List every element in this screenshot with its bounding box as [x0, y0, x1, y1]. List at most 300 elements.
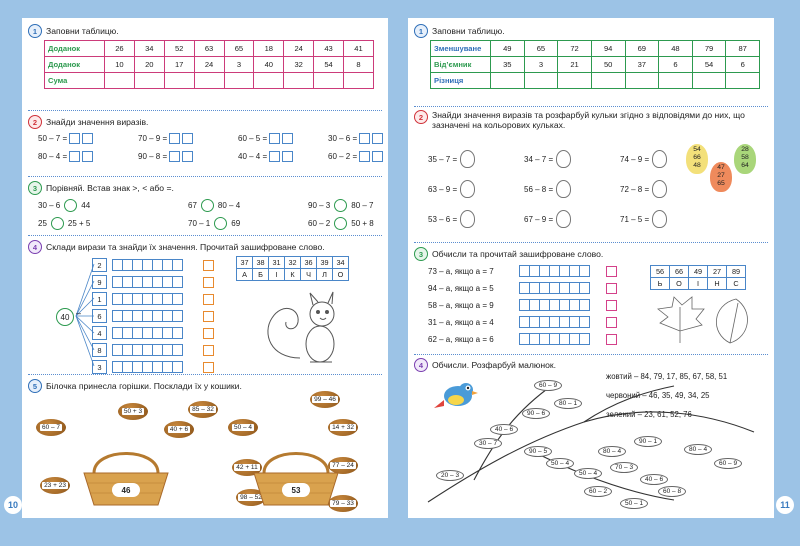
nut-expression: 79 – 33 [332, 500, 354, 507]
answer-cells[interactable] [113, 344, 183, 356]
code-letter: А [237, 269, 253, 281]
nut[interactable] [40, 477, 70, 494]
expression [328, 133, 383, 144]
answer-balloon[interactable] [460, 150, 475, 168]
answer-box[interactable] [282, 151, 293, 162]
table-row [45, 73, 374, 89]
letter-box[interactable] [203, 294, 214, 305]
right-page [408, 18, 790, 518]
answer-box[interactable] [82, 151, 93, 162]
task-4-left [28, 240, 382, 372]
expression-text: 71 – 5 = [620, 214, 650, 224]
subtrahend: 2 [92, 258, 107, 272]
basket[interactable] [80, 451, 172, 506]
answer-box[interactable] [82, 133, 93, 144]
expression-text: 73 – а, якщо а = 7 [428, 266, 494, 276]
answer-cells[interactable] [113, 361, 183, 373]
nut-expression: 60 – 7 [41, 424, 61, 431]
nut-expression: 77 – 24 [332, 462, 354, 469]
answer-box[interactable] [372, 133, 383, 144]
nut-expression: 99 – 46 [314, 396, 336, 403]
task-2-left [28, 115, 382, 170]
answer-cell[interactable] [254, 73, 284, 89]
subtrahend: 9 [92, 275, 107, 289]
sign-circle[interactable] [64, 199, 77, 212]
expression [38, 151, 93, 162]
code-letter: Н [708, 278, 727, 290]
code-number: 38 [253, 257, 269, 269]
table-cell: 32 [284, 57, 314, 73]
leaf-expression[interactable]: 80 – 1 [554, 398, 582, 409]
letter-box[interactable] [203, 277, 214, 288]
code-letter: Ч [301, 269, 317, 281]
task-1-left [28, 24, 382, 104]
balloon-number: 28 [741, 146, 749, 153]
comparison [188, 217, 240, 230]
expression-text: 67 – 9 = [524, 214, 554, 224]
row-label: Від’ємник [431, 57, 491, 73]
task-2-right [414, 110, 768, 240]
answer-balloon[interactable] [652, 210, 667, 228]
answer-box[interactable] [69, 151, 80, 162]
right-operand: 44 [81, 201, 91, 210]
color-balloon [686, 144, 708, 174]
answer-box[interactable] [169, 133, 180, 144]
letter-box[interactable] [606, 283, 617, 294]
expression-text: 72 – 8 = [620, 184, 650, 194]
answer-cells[interactable] [113, 293, 183, 305]
basket[interactable] [250, 451, 342, 506]
answer-balloon[interactable] [652, 150, 667, 168]
table-cell: 35 [491, 57, 525, 73]
code-table [650, 265, 746, 290]
expression-text: 62 – а, якщо а = 6 [428, 334, 494, 344]
code-letter: Ь [651, 278, 670, 290]
table-cell: 40 [254, 57, 284, 73]
answer-cells[interactable] [113, 310, 183, 322]
task-3-right [414, 247, 768, 352]
answer-cells[interactable] [520, 316, 590, 328]
comparison [38, 199, 90, 212]
table-cell: 37 [625, 57, 659, 73]
code-number: 34 [333, 257, 349, 269]
subtraction-row [92, 326, 214, 340]
page-number-left: 10 [4, 496, 22, 514]
table-row [45, 57, 374, 73]
answer-cell[interactable] [134, 73, 164, 89]
table-cell: 65 [524, 41, 558, 57]
left-operand: 67 [188, 201, 197, 210]
divider [414, 106, 768, 107]
expression-text: 90 – 8 = [138, 152, 168, 161]
answer-cell[interactable] [105, 73, 135, 89]
page-number-right: 11 [776, 496, 794, 514]
task-5-left [28, 379, 382, 514]
answer-box[interactable] [359, 133, 370, 144]
nut-expression: 14 + 32 [332, 424, 354, 431]
answer-cell[interactable] [491, 73, 525, 89]
task-number: 2 [414, 110, 428, 124]
table-cell: 34 [134, 41, 164, 57]
color-balloon [710, 162, 732, 192]
answer-balloon[interactable] [460, 180, 475, 198]
expression [428, 316, 617, 328]
sign-circle[interactable] [201, 199, 214, 212]
code-number: 49 [689, 266, 708, 278]
answer-cell[interactable] [558, 73, 592, 89]
leaf-expression[interactable]: 20 – 3 [436, 470, 464, 481]
code-number: 36 [301, 257, 317, 269]
nut-expression: 42 + 11 [236, 464, 258, 471]
center-number: 40 [56, 308, 74, 326]
table-cell: 26 [105, 41, 135, 57]
task-number: 5 [28, 379, 42, 393]
row-label: Різниця [431, 73, 491, 89]
task-number: 3 [414, 247, 428, 261]
answer-cells[interactable] [520, 333, 590, 345]
expression [524, 150, 571, 168]
task-title: 1 Заповни таблицю. [414, 24, 505, 38]
table-cell: 94 [591, 41, 625, 57]
subtrahend: 8 [92, 343, 107, 357]
answer-cells[interactable] [520, 299, 590, 311]
expression [138, 151, 193, 162]
table-cell: 20 [134, 57, 164, 73]
comparison [188, 199, 240, 212]
letter-box[interactable] [606, 300, 617, 311]
answer-cells[interactable] [113, 259, 183, 271]
expression-text: 60 – 5 = [238, 134, 268, 143]
table-cell: 50 [591, 57, 625, 73]
divider [414, 242, 768, 243]
table-cell: 65 [224, 41, 254, 57]
sign-circle[interactable] [214, 217, 227, 230]
left-operand: 60 – 2 [308, 219, 331, 228]
answer-balloon[interactable] [652, 180, 667, 198]
table-cell: 21 [558, 57, 592, 73]
balloon-number: 66 [693, 154, 701, 161]
right-operand: 25 + 5 [67, 219, 91, 228]
table-cell: 3 [224, 57, 254, 73]
row-label: Зменшуване [431, 41, 491, 57]
subtrahend: 4 [92, 326, 107, 340]
subtraction-row [92, 309, 214, 323]
answer-cell[interactable] [591, 73, 625, 89]
divider [28, 176, 382, 177]
task-number: 1 [414, 24, 428, 38]
left-operand: 70 – 1 [188, 219, 211, 228]
expression [428, 299, 617, 311]
expression [524, 210, 571, 228]
balloon-number: 54 [693, 146, 701, 153]
table-cell: 49 [491, 41, 525, 57]
code-number: 39 [317, 257, 333, 269]
nut[interactable] [228, 419, 258, 436]
left-operand: 90 – 3 [308, 201, 331, 210]
answer-cell[interactable] [726, 73, 760, 89]
basket-label: 53 [282, 483, 310, 497]
leaves-illustration [650, 293, 760, 349]
expression [524, 180, 571, 198]
answer-balloon[interactable] [556, 180, 571, 198]
answer-box[interactable] [182, 151, 193, 162]
table-row [431, 41, 760, 57]
answer-box[interactable] [182, 133, 193, 144]
letter-box[interactable] [203, 328, 214, 339]
balloon-number: 47 [717, 164, 725, 171]
task-number: 3 [28, 181, 42, 195]
addition-table [44, 40, 374, 89]
answer-cells[interactable] [520, 282, 590, 294]
letter-box[interactable] [203, 345, 214, 356]
table-cell: 43 [314, 41, 344, 57]
nut[interactable] [310, 391, 340, 408]
nut-expression: 50 – 4 [233, 424, 253, 431]
leaf-expression[interactable]: 40 – 6 [490, 424, 518, 435]
leaf-expression[interactable]: 80 – 4 [598, 446, 626, 457]
expression-text: 58 – а, якщо а = 9 [428, 300, 494, 310]
expression [620, 180, 667, 198]
leaf-expression[interactable]: 60 – 9 [534, 380, 562, 391]
answer-box[interactable] [372, 151, 383, 162]
leaf-expression[interactable]: 50 – 1 [620, 498, 648, 509]
left-operand: 30 – 6 [38, 201, 61, 210]
table-cell: 6 [726, 57, 760, 73]
table-cell: 72 [558, 41, 592, 57]
answer-cell[interactable] [692, 73, 726, 89]
answer-cell[interactable] [625, 73, 659, 89]
leaf-expression[interactable]: 60 – 8 [658, 486, 686, 497]
answer-cell[interactable] [524, 73, 558, 89]
code-number: 89 [727, 266, 746, 278]
expression-text: 53 – 6 = [428, 214, 458, 224]
comparison [308, 217, 374, 230]
sign-circle[interactable] [51, 217, 64, 230]
subtraction-row [92, 258, 214, 272]
sign-circle[interactable] [334, 199, 347, 212]
expression [38, 133, 93, 144]
expression-text: 70 – 9 = [138, 134, 168, 143]
expression [238, 151, 293, 162]
nut-expression: 23 + 23 [44, 482, 66, 489]
code-table [236, 256, 349, 281]
task-title: 4 Склади вирази та знайди їх значення. Прочитай зашифроване слово. [28, 240, 325, 254]
table-row [431, 73, 760, 89]
leaf-expression[interactable]: 80 – 4 [684, 444, 712, 455]
row-label: Сума [45, 73, 105, 89]
code-number: 27 [708, 266, 727, 278]
task-title: 1 Заповни таблицю. [28, 24, 119, 38]
task-number: 4 [28, 240, 42, 254]
right-operand: 50 + 8 [351, 219, 374, 228]
subtraction-row [92, 360, 214, 374]
left-page [7, 18, 388, 518]
nut-expression: 40 + 6 [169, 426, 189, 433]
answer-cells[interactable] [113, 327, 183, 339]
expression [620, 150, 667, 168]
task-title: 4 Обчисли. Розфарбуй малюнок. [414, 358, 556, 372]
task-title: 3 Порівняй. Встав знак >, < або =. [28, 181, 174, 195]
divider [28, 110, 382, 111]
letter-box[interactable] [606, 317, 617, 328]
code-letter: Л [317, 269, 333, 281]
answer-cell[interactable] [194, 73, 224, 89]
legend-line: зелений – 23, 61, 52, 76 [606, 410, 692, 419]
letter-box[interactable] [203, 260, 214, 271]
nut-expression: 50 + 3 [123, 408, 143, 415]
table-cell: 10 [105, 57, 135, 73]
right-operand: 69 [231, 219, 241, 228]
answer-cell[interactable] [314, 73, 344, 89]
letter-box[interactable] [203, 362, 214, 373]
leaf-expression[interactable]: 50 – 4 [574, 468, 602, 479]
expression [620, 210, 667, 228]
answer-box[interactable] [269, 133, 280, 144]
balloon-number: 58 [741, 154, 749, 161]
table-cell: 24 [284, 41, 314, 57]
expression-text: 34 – 7 = [524, 154, 554, 164]
leaf-expression[interactable]: 90 – 6 [522, 408, 550, 419]
expression-text: 50 – 7 = [38, 134, 68, 143]
color-balloon [734, 144, 756, 174]
leaf-expression[interactable]: 60 – 9 [714, 458, 742, 469]
row-label: Доданок [45, 41, 105, 57]
answer-box[interactable] [69, 133, 80, 144]
legend-line: жовтий – 84, 79, 17, 85, 67, 58, 51 [606, 372, 728, 381]
divider [28, 374, 382, 375]
sign-circle[interactable] [334, 217, 347, 230]
subtraction-row [92, 275, 214, 289]
task-title: 2 Знайди значення виразів та розфарбуй кульки згідно з відповідями до них, що зазначені на кольорових кульках. [414, 110, 754, 130]
task-number: 4 [414, 358, 428, 372]
expression-text: 35 – 7 = [428, 154, 458, 164]
expression-text: 94 – а, якщо а = 5 [428, 283, 494, 293]
table-row [431, 57, 760, 73]
squirrel-illustration [260, 288, 360, 370]
comparison [308, 199, 374, 212]
table-cell: 69 [625, 41, 659, 57]
leaf-expression[interactable]: 90 – 5 [524, 446, 552, 457]
divider [414, 354, 768, 355]
answer-box[interactable] [269, 151, 280, 162]
divider [28, 235, 382, 236]
answer-cell[interactable] [224, 73, 254, 89]
letter-box[interactable] [606, 266, 617, 277]
left-operand: 25 [38, 219, 47, 228]
table-cell: 6 [659, 57, 693, 73]
answer-cell[interactable] [659, 73, 693, 89]
table-cell: 52 [164, 41, 194, 57]
code-letter: К [285, 269, 301, 281]
expression [428, 150, 475, 168]
subtrahend: 6 [92, 309, 107, 323]
subtraction-row [92, 343, 214, 357]
nut[interactable] [36, 419, 66, 436]
operator: – [76, 308, 82, 318]
table-cell: 17 [164, 57, 194, 73]
balloon-number: 65 [717, 180, 725, 187]
subtrahend: 3 [92, 360, 107, 374]
task-number: 2 [28, 115, 42, 129]
nut-expression: 85 – 32 [192, 406, 214, 413]
answer-balloon[interactable] [556, 210, 571, 228]
right-operand: 80 – 4 [217, 201, 241, 210]
table-cell: 3 [524, 57, 558, 73]
letter-box[interactable] [606, 334, 617, 345]
answer-box[interactable] [359, 151, 370, 162]
balloon-number: 64 [741, 162, 749, 169]
code-letter: Б [253, 269, 269, 281]
expression-text: 80 – 4 = [38, 152, 68, 161]
table-cell: 41 [344, 41, 374, 57]
task-title: 3 Обчисли та прочитай зашифроване слово. [414, 247, 603, 261]
letter-box[interactable] [203, 311, 214, 322]
task-title: 2 Знайди значення виразів. [28, 115, 148, 129]
expression-text: 60 – 2 = [328, 152, 358, 161]
answer-cells[interactable] [113, 276, 183, 288]
table-cell: 54 [692, 57, 726, 73]
code-number: 32 [285, 257, 301, 269]
leaf-expression[interactable]: 90 – 1 [634, 436, 662, 447]
expression [328, 151, 383, 162]
nut[interactable] [188, 401, 218, 418]
table-cell: 79 [692, 41, 726, 57]
balloon-number: 27 [717, 172, 725, 179]
answer-box[interactable] [169, 151, 180, 162]
basket-label: 46 [112, 483, 140, 497]
legend-line: червоний – 46, 35, 49, 34, 25 [606, 391, 710, 400]
code-number: 56 [651, 266, 670, 278]
leaf-expression[interactable]: 70 – 3 [610, 462, 638, 473]
leaf-expression[interactable]: 30 – 7 [474, 438, 502, 449]
task-4-right [414, 358, 768, 516]
leaf-expression[interactable]: 50 – 4 [546, 458, 574, 469]
comparison [38, 217, 90, 230]
code-number: 37 [237, 257, 253, 269]
table-cell: 24 [194, 57, 224, 73]
nut[interactable] [118, 403, 148, 420]
code-letter: С [727, 278, 746, 290]
task-number: 1 [28, 24, 42, 38]
expression [428, 333, 617, 345]
table-cell: 8 [344, 57, 374, 73]
nut[interactable] [164, 421, 194, 438]
table-row [45, 41, 374, 57]
answer-cells[interactable] [520, 265, 590, 277]
table-cell: 18 [254, 41, 284, 57]
expression [238, 133, 293, 144]
task-title: 5 Білочка принесла горішки. Посклади їх у кошики. [28, 379, 242, 393]
answer-balloon[interactable] [460, 210, 475, 228]
expression-text: 30 – 6 = [328, 134, 358, 143]
expression [428, 210, 475, 228]
answer-cell[interactable] [164, 73, 194, 89]
answer-cell[interactable] [284, 73, 314, 89]
task-1-right [414, 24, 768, 104]
subtraction-row [92, 292, 214, 306]
answer-box[interactable] [282, 133, 293, 144]
expression-text: 63 – 9 = [428, 184, 458, 194]
answer-cell[interactable] [344, 73, 374, 89]
expression [428, 265, 617, 277]
nut[interactable] [328, 419, 358, 436]
table-cell: 87 [726, 41, 760, 57]
code-letter: О [670, 278, 689, 290]
leaf-expression[interactable]: 40 – 6 [640, 474, 668, 485]
leaf-expression[interactable]: 60 – 2 [584, 486, 612, 497]
nut-expression: 98 – 52 [240, 494, 262, 501]
answer-balloon[interactable] [556, 150, 571, 168]
